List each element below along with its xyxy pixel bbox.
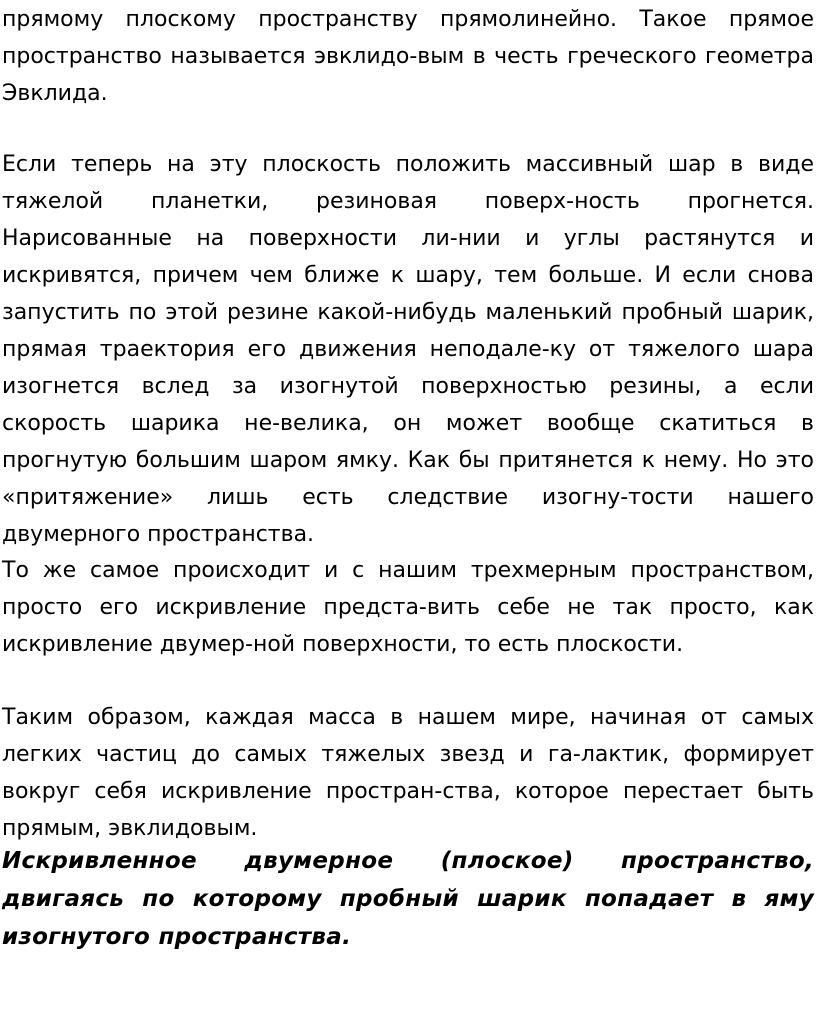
paragraph-rubber-sheet: Если теперь на эту плоскость положить массивный шар в виде тяжелой планетки, резиновая поверх-ность прогнется. Нарисованные на поверхности ли-нии и углы растянутся и искривятся, причем чем ближе к шару, тем больше. И если снова запустить по этой резине какой-нибудь маленький пробный шарик, прямая траектория его движения неподале-ку от тяжелого шара изогнется вслед за изогнутой поверхностью резины, а если скорость шарика не-велика, он может вообще скатиться в прогнутую большим шаром ямку. Как бы притянется к нему. Но это «притяжение» лишь есть следствие изогну-тости нашего двумерного пространства. [2, 152, 814, 547]
paragraph-mass-curvature: Таким образом, каждая масса в нашем мире, начиная от самых легких частиц до самых тяжелых звезд и га-лактик, формирует вокруг себя искривление простран-ства, которое перестает быть прямым, эвклидовым. [2, 705, 814, 841]
paragraph-euclid: прямому плоскому пространству прямолинейно. Такое прямое пространство называется эвклидо-вым в честь греческого геометра Эвклида. [2, 7, 814, 106]
paragraph-three-dimensional: То же самое происходит и с нашим трехмерным пространством, просто его искривление предста-вить себе не так просто, как искривление двумер-ной поверхности, то есть плоскости. [2, 558, 814, 657]
figure-caption: Искривленное двумерное (плоское) пространство, двигаясь по которому пробный шарик попадает в яму изогнутого пространства. [2, 848, 814, 950]
